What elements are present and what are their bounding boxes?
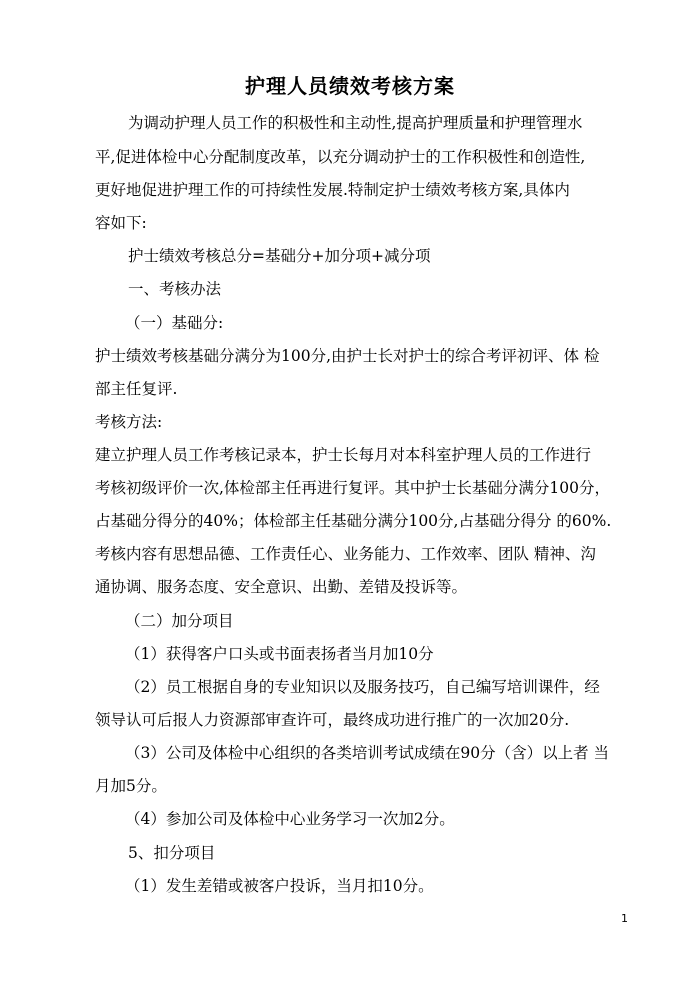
list-item-continuation: 领导认可后报人力资源部审查许可，最终成功进行推广的一次加20分.	[95, 711, 570, 729]
page-number: 1	[621, 912, 628, 925]
paragraph-line: 考核初级评价一次,体检部主任再进行复评。其中护士长基础分满分100分，	[95, 479, 611, 497]
paragraph-line: 为调动护理人员工作的积极性和主动性,提高护理质量和护理管理水	[128, 114, 583, 132]
subsection-label: 考核方法:	[95, 413, 163, 431]
list-item: （3）公司及体检中心组织的各类培训考试成绩在90分（含）以上者 当	[125, 744, 610, 762]
list-item: （4）参加公司及体检中心业务学习一次加2分。	[125, 810, 455, 828]
section-heading: 一、考核办法	[128, 280, 222, 298]
subsection-heading: （一）基础分:	[125, 314, 224, 332]
paragraph-line: 建立护理人员工作考核记录本，护士长每月对本科室护理人员的工作进行	[95, 446, 592, 464]
paragraph-line: 平,促进体检中心分配制度改革，以充分调动护士的工作积极性和创造性,	[95, 148, 586, 166]
paragraph-line: 容如下:	[95, 214, 147, 232]
list-item: （2）员工根据自身的专业知识以及服务技巧，自己编写培训课件，经	[125, 678, 600, 696]
list-item: （1）发生差错或被客户投诉，当月扣10分。	[125, 877, 434, 895]
list-item: （1）获得客户口头或书面表扬者当月加10分	[125, 645, 434, 663]
paragraph-line: 更好地促进护理工作的可持续性发展.特制定护士绩效考核方案,具体内	[95, 181, 570, 199]
document-title: 护理人员绩效考核方案	[245, 74, 455, 98]
paragraph-line: 护士绩效考核基础分满分为100分,由护士长对护士的综合考评初评、体 检	[95, 347, 600, 365]
formula-line: 护士绩效考核总分=基础分+加分项+减分项	[128, 247, 431, 265]
paragraph-line: 通协调、服务态度、安全意识、出勤、差错及投诉等。	[95, 578, 468, 596]
section-heading: 5、扣分项目	[128, 844, 216, 862]
subsection-heading: （二）加分项目	[125, 612, 234, 630]
list-item-continuation: 月加5分。	[95, 777, 167, 795]
paragraph-line: 部主任复评.	[95, 380, 178, 398]
paragraph-line: 占基础分得分的40%；体检部主任基础分满分100分,占基础分得分 的60%.	[95, 512, 612, 530]
paragraph-line: 考核内容有思想品德、工作责任心、业务能力、工作效率、团队 精神、沟	[95, 545, 596, 563]
